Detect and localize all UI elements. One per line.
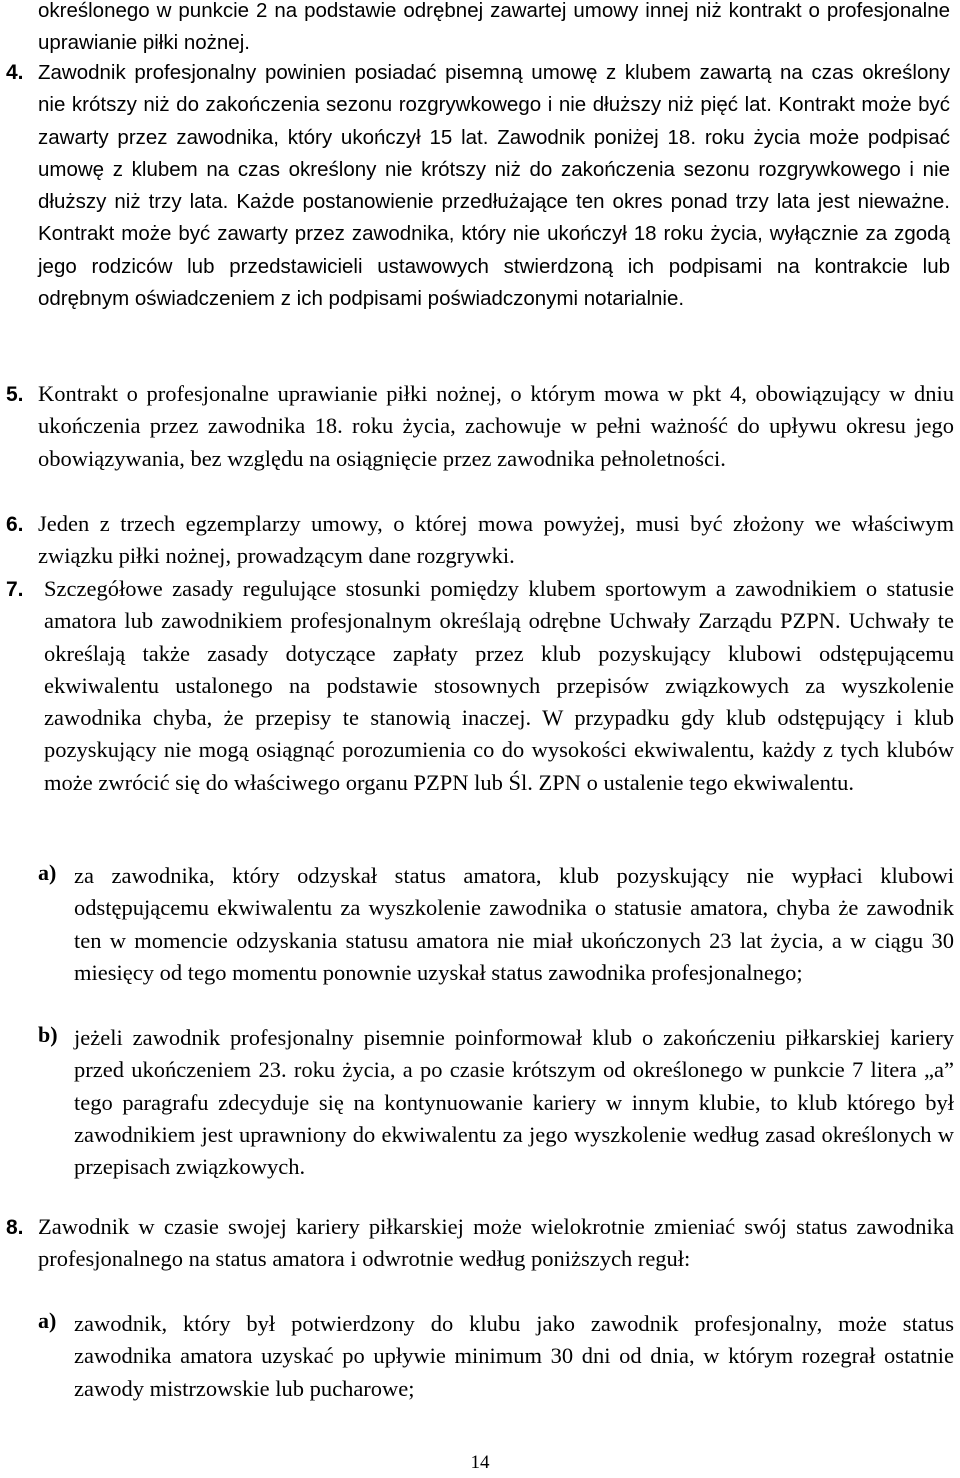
list-item-text: Kontrakt o profesjonalne uprawianie piłki nożnej, o którym mowa w pkt 4, obowiązujący w dniu ukończenia przez zawodnika 18. roku życia, zachowuje w pełni ważność do upływu okresu jego obowiązywania, bez względu na osiągnięcie przez zawodnika pełnoletności.	[38, 381, 954, 471]
list-number: 6.	[6, 513, 24, 536]
list-number: 4.	[6, 61, 24, 84]
list-number: 8.	[6, 1216, 24, 1239]
continuation-paragraph: określonego w punkcie 2 na podstawie odrębnej zawartej umowy innej niż kontrakt o profesjonalne uprawianie piłki nożnej.	[38, 0, 950, 55]
list-letter: a)	[38, 860, 57, 885]
list-item-text: Zawodnik profesjonalny powinien posiadać pisemną umowę z klubem zawartą na czas określony nie krótszy niż do zakończenia sezonu rozgrywkowego i nie dłuższy niż pięć lat. Kontrakt może być zawarty przez zawodnika, który ukończył 15 lat. Zawodnik poniżej 18. roku życia może podpisać umowę z klubem na czas określony nie krótszy niż do zakończenia sezonu rozgrywkowego i nie dłuższy niż trzy lata. Każde postanowienie przedłużające ten okres ponad trzy lata jest nieważne. Kontrakt może być zawarty przez zawodnika, który nie ukończył 18 roku życia, wyłącznie za zgodą jego rodziców lub przedstawicieli ustawowych stwierdzoną ich podpisami na kontrakcie lub odrębnym oświadczeniem z ich podpisami poświadczonymi notarialnie.	[38, 61, 950, 311]
list-item-text: Zawodnik w czasie swojej kariery piłkarskiej może wielokrotnie zmieniać swój status zawodnika profesjonalnego na status amatora i odwrotnie według poniższych reguł:	[38, 1214, 954, 1272]
list-number: 7.	[6, 578, 24, 601]
page-number: 14	[470, 1452, 490, 1473]
list-item-text: za zawodnika, który odzyskał status amatora, klub pozyskujący nie wypłaci klubowi odstępującemu ekwiwalentu za wyszkolenie zawodnika o statusie amatora, chyba że zawodnik ten w momencie odzyskania statusu amatora nie miał ukończonych 23 lat życia, a w ciągu 30 miesięcy od tego momentu ponownie uzyskał status zawodnika profesjonalnego;	[74, 863, 954, 985]
list-item-text: zawodnik, który był potwierdzony do klubu jako zawodnik profesjonalny, może status zawodnika amatora uzyskać po upływie minimum 30 dni od dnia, w którym rozegrał ostatnie zawody mistrzowskie lub pucharowe;	[74, 1311, 954, 1401]
list-item-text: Szczegółowe zasady regulujące stosunki pomiędzy klubem sportowym a zawodnikiem o statusie amatora lub zawodnikiem profesjonalnym określają odrębne Uchwały Zarządu PZPN. Uchwały te określają także zasady dotyczące zapłaty przez klub pozyskujący klubowi odstępującemu ekwiwalentu ustalonego na podstawie stosownych przepisów związkowych za wyszkolenie zawodnika chyba, że przepisy te stanowią inaczej. W przypadku gdy klub odstępujący i klub pozyskujący nie mogą osiągnąć porozumienia co do wysokości ekwiwalentu, każdy z tych klubów może zwrócić się do właściwego organu PZPN lub Śl. ZPN o ustalenie tego ekwiwalentu.	[44, 576, 954, 795]
list-letter: a)	[38, 1308, 57, 1333]
list-number: 5.	[6, 383, 24, 406]
list-item-text: jeżeli zawodnik profesjonalny pisemnie poinformował klub o zakończeniu piłkarskiej kariery przed ukończeniem 23. roku życia, a po czasie krótszym od określonego w punkcie 7 litera „a” tego paragrafu zdecyduje się na kontynuowanie kariery w innym klubie, to klub którego był zawodnikiem jest uprawniony do ekwiwalentu za jego wyszkolenie według zasad określonych w przepisach związkowych.	[74, 1025, 954, 1180]
list-letter: b)	[38, 1022, 58, 1047]
list-item-text: Jeden z trzech egzemplarzy umowy, o której mowa powyżej, musi być złożony we właściwym związku piłki nożnej, prowadzącym dane rozgrywki.	[38, 511, 954, 569]
